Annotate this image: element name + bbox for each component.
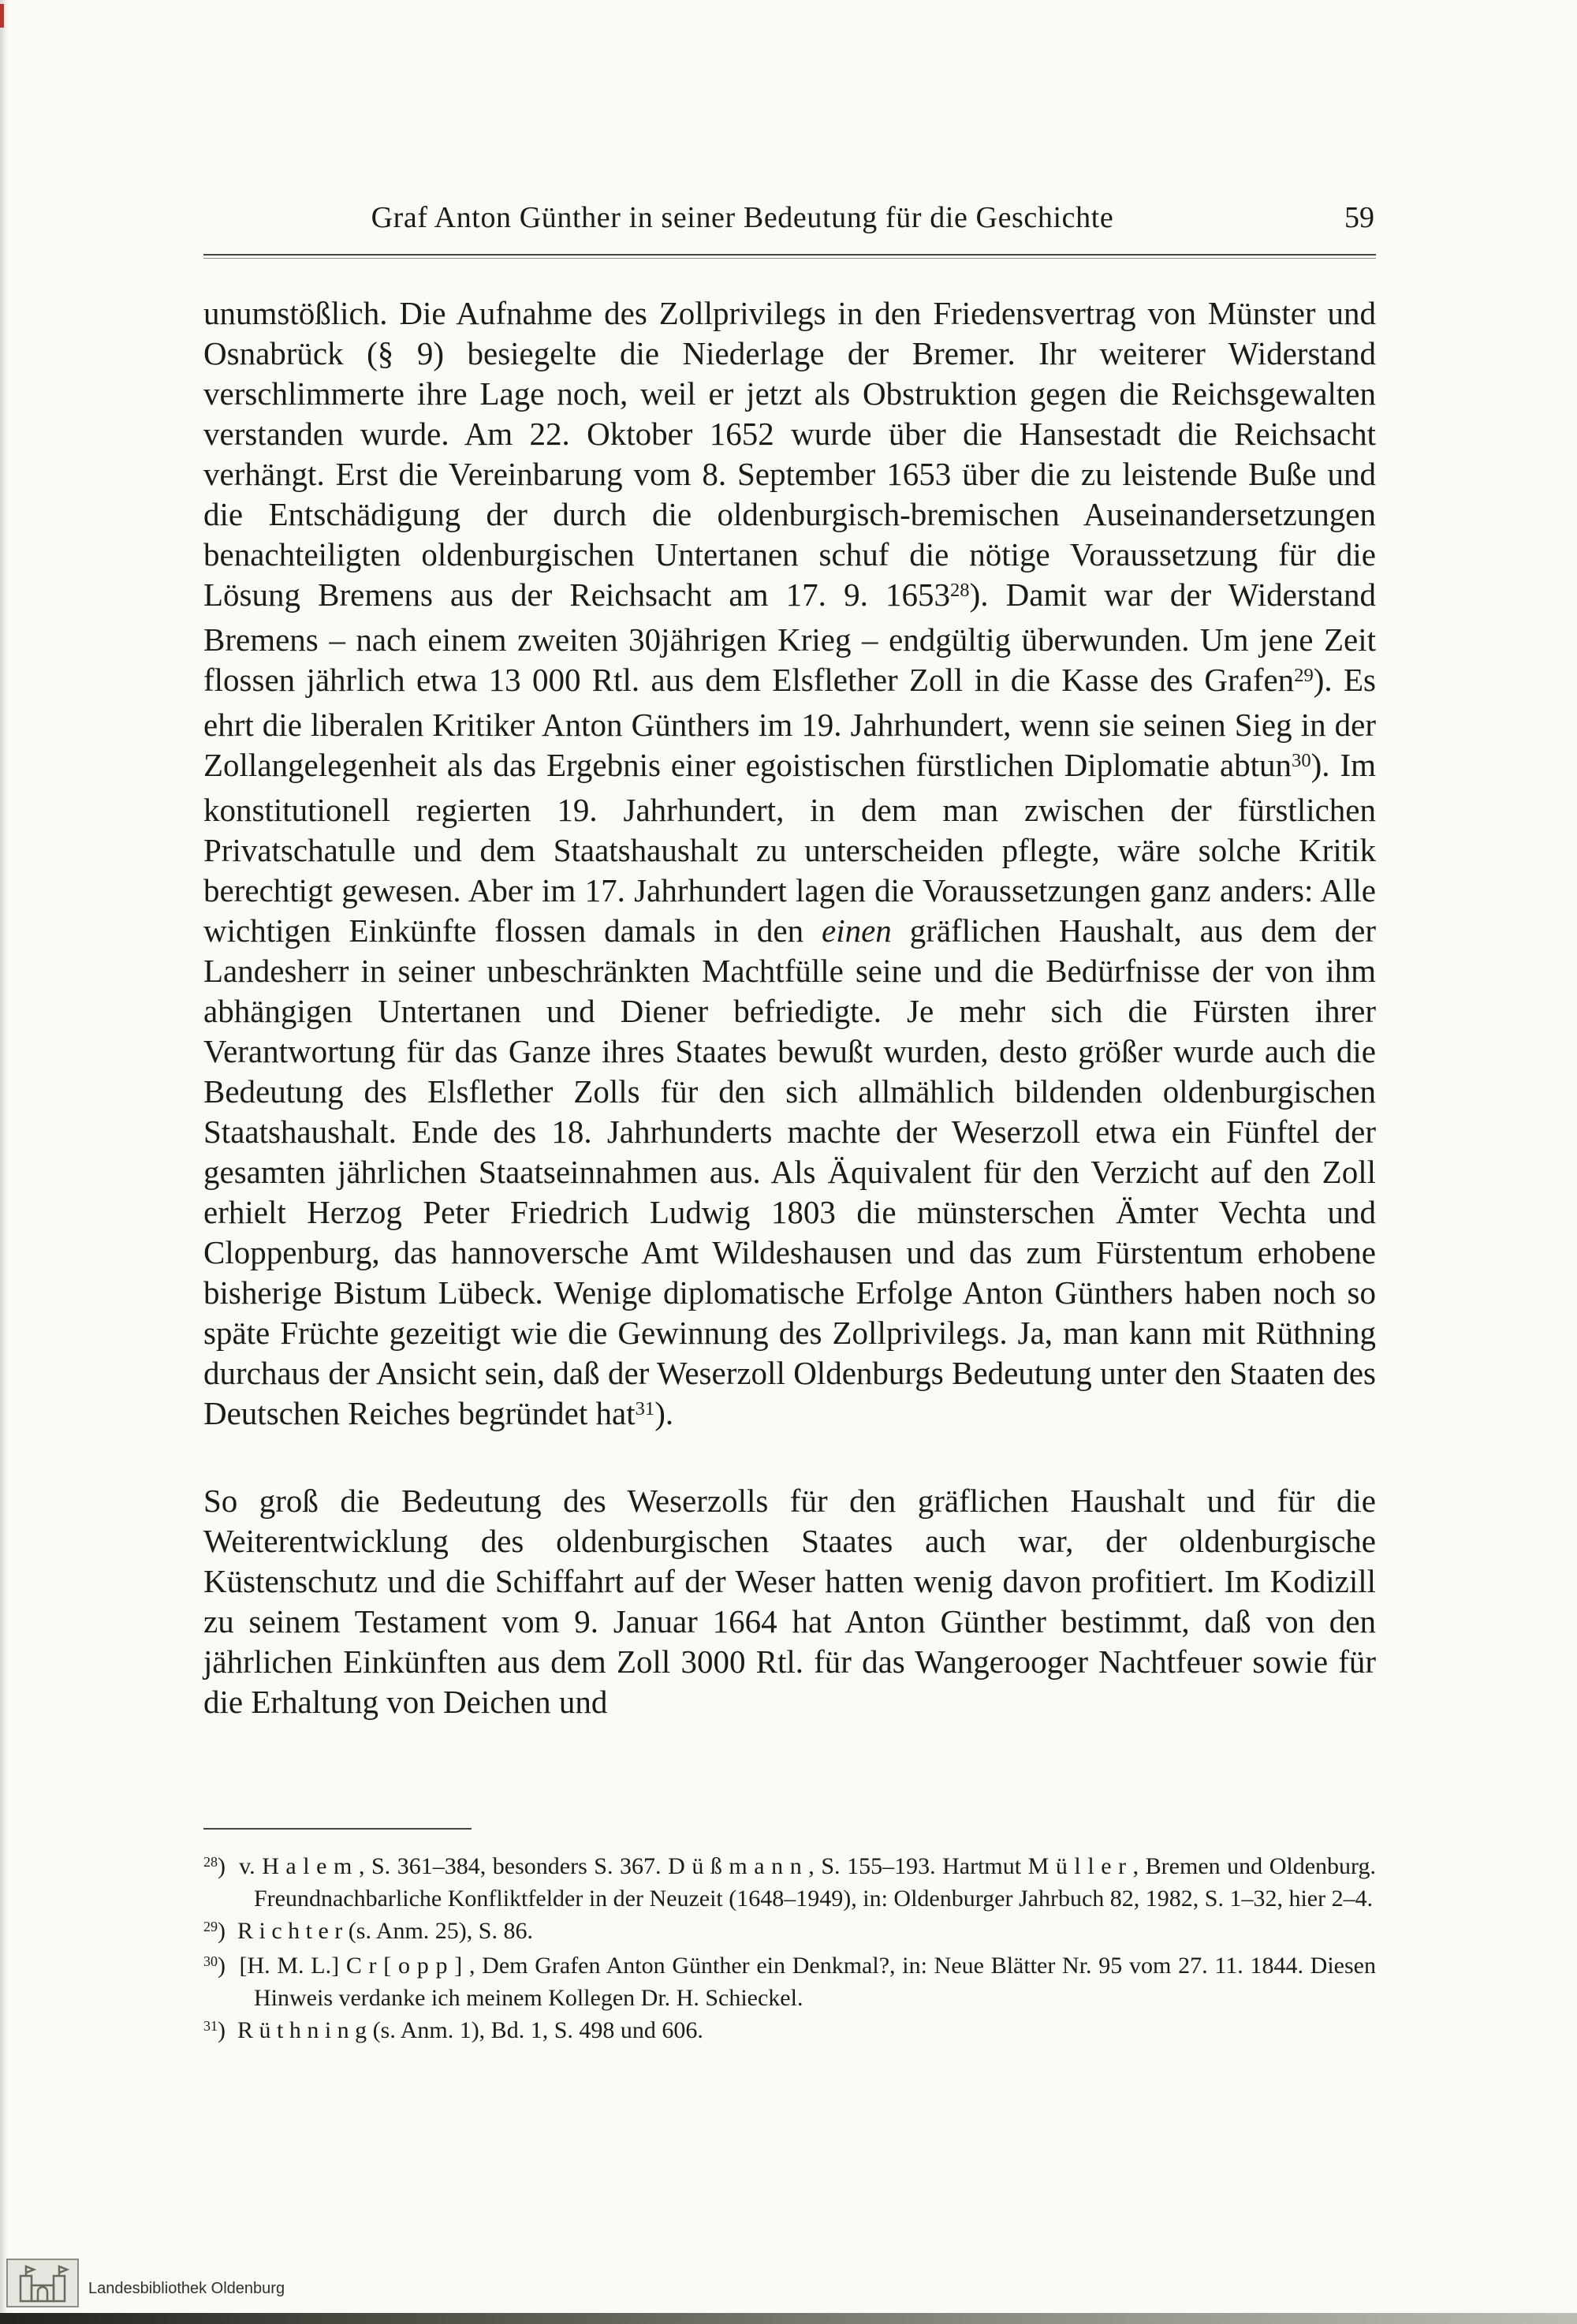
library-stamp-icon xyxy=(6,2259,79,2307)
footnote-marker: 28 xyxy=(203,1854,218,1870)
footnote: $^{29}$) R i c h t e r (s. Anm. 25), S. 86. xyxy=(203,1918,533,1944)
footnote-text: R i c h t e r (s. Anm. 25), S. 86. xyxy=(237,1918,533,1944)
footnote-text: [H. M. L.] C r [ o p p ] , Dem Grafen Anton Günther ein Denkmal?, in: Neue Blätter Nr. 95 vom 27. 11. 1844. Diesen Hinweis verdanke ich meinem Kollegen Dr. H. Schieckel. xyxy=(239,1953,1376,2011)
text-segment: ). Es ehrt die liberalen Kritiker Anton Günthers im 19. Jahrhundert, wenn sie seinen Sieg in der Zollangelegenheit als das Ergebnis einer egoistischen fürstlichen Diplomatie abtun xyxy=(203,662,1376,783)
scan-edge xyxy=(0,2313,1577,2324)
scan-artifact-red-mark xyxy=(0,4,4,28)
footnote-separator-rule xyxy=(203,1828,472,1830)
footnote-reference: 31 xyxy=(635,1397,655,1419)
page-number: 59 xyxy=(1344,201,1374,234)
library-stamp-label: Landesbibliothek Oldenburg xyxy=(88,2280,285,2297)
text-segment: So groß die Bedeutung des Weserzolls für den gräflichen Haushalt und für die Weiterentwicklung des oldenburgischen Staates auch war, der oldenburgische Küstenschutz und die Schiffahrt auf der Weser hatten wenig davon profitiert. Im Kodizill zu seinem Testament vom 9. Januar 1664 hat Anton Günther bestimmt, daß von den jährlichen Einkünften aus dem Zoll 3000 Rtl. für das Wangerooger Nachtfeuer sowie für die Erhaltung von Deichen und xyxy=(203,1483,1376,1720)
footnote: $^{28}$) v. H a l e m , S. 361–384, besonders S. 367. D ü ß m a n n , S. 155–193. Hartmut M ü l l e r , Bremen und Oldenburg. Freundnachbarliche Konfliktfelder in der Neuzeit (1648–1949), in: Oldenburger Jahrbuch 82, 1982, S. 1–32, hier 2–4. xyxy=(203,1853,1376,1912)
page-header xyxy=(203,200,1376,259)
text-segment: ). Damit war der Widerstand Bremens – nach einem zweiten 30jährigen Krieg – endgültig überwunden. Um jene Zeit flossen jährlich etwa 13 000 Rtl. aus dem Elsflether Zoll in die Kasse des Grafen xyxy=(203,576,1377,698)
body-text xyxy=(203,293,1376,1722)
header-title-row xyxy=(203,200,1376,240)
text-segment: ). Im konstitutionell regierten 19. Jahrhundert, in dem man zwischen der fürstlichen Privatschatulle und dem Staatshaushalt zu unterscheiden pflegte, wäre solche Kritik berechtigt gewesen. Aber im 17. Jahrhundert lagen die Voraussetzungen ganz anders: Alle wichtigen Einkünfte flossen damals in den xyxy=(203,747,1377,949)
footnote-text: v. H a l e m , S. 361–384, besonders S. 367. D ü ß m a n n , S. 155–193. Hartmut M ü l l e r , Bremen und Oldenburg. Freundnachbarliche Konfliktfelder in der Neuzeit (1648–1949), in: Oldenburger Jahrbuch 82, 1982, S. 1–32, hier 2–4. xyxy=(239,1853,1376,1912)
body-paragraph xyxy=(203,293,1376,1438)
body-paragraph xyxy=(203,1481,1376,1722)
text-segment: gräflichen Haushalt, aus dem der Landesherr in seiner unbeschränkten Machtfülle seine und die Bedürfnisse der von ihm abhängigen Untertanen und Diener befriedigte. Je mehr sich die Fürsten ihrer Verantwortung für das Ganze ihres Staates bewußt wurden, desto größer wurde auch die Bedeutung des Elsflether Zolls für den sich allmählich bildenden oldenburgischen Staatshaushalt. Ende des 18. Jahrhunderts machte der Weserzoll etwa ein Fünftel der gesamten jährlichen Staatseinnahmen aus. Als Äquivalent für den Verzicht auf den Zoll erhielt Herzog Peter Friedrich Ludwig 1803 die münsterschen Ämter Vechta und Cloppenburg, das hannoversche Amt Wildeshausen und das zum Fürstentum erhobene bisherige Bistum Lübeck. Wenige diplomatische Erfolge Anton Günthers haben noch so späte Früchte gezeitigt wie die Gewinnung des Zollprivilegs. Ja, man kann mit Rüthning durchaus der Ansicht sein, daß der Weserzoll Oldenburgs Bedeutung unter den Staaten des Deutschen Reiches begründet hat xyxy=(203,912,1376,1431)
footnote: $^{31}$) R ü t h n i n g (s. Anm. 1), Bd. 1, S. 498 und 606. xyxy=(203,2017,703,2043)
footnotes-list xyxy=(203,1852,1376,2048)
footnote-reference: 29 xyxy=(1294,664,1314,686)
footnote: $^{30}$) [H. M. L.] C r [ o p p ] , Dem Grafen Anton Günther ein Denkmal?, in: Neue Blätter Nr. 95 vom 27. 11. 1844. Diesen Hinweis verdanke ich meinem Kollegen Dr. H. Schieckel. xyxy=(203,1953,1376,2011)
footnote-text: R ü t h n i n g (s. Anm. 1), Bd. 1, S. 498 und 606. xyxy=(237,2017,703,2043)
footnote-reference: 28 xyxy=(949,579,970,601)
footnote-marker: 29 xyxy=(203,1919,218,1934)
footnotes-section xyxy=(203,1828,1376,2050)
footnote-reference: 30 xyxy=(1292,749,1311,771)
text-segment: ). xyxy=(654,1395,674,1431)
emphasis-text: einen xyxy=(822,912,892,949)
footnote-marker: 31 xyxy=(203,2018,218,2034)
running-head-title: Graf Anton Günther in seiner Bedeutung für die Geschichte xyxy=(371,201,1114,234)
library-stamp xyxy=(6,2259,285,2307)
footnote-marker: 30 xyxy=(203,1953,218,1969)
text-segment: unumstößlich. Die Aufnahme des Zollprivilegs in den Friedensvertrag von Münster und Osnabrück (§ 9) besiegelte die Niederlage der Bremer. Ihr weiterer Widerstand verschlimmerte ihre Lage noch, weil er jetzt als Obstruktion gegen die Reichsgewalten verstanden wurde. Am 22. Oktober 1652 wurde über die Hansestadt die Reichsacht verhängt. Erst die Vereinbarung vom 8. September 1653 über die zu leistende Buße und die Entschädigung der durch die oldenburgisch-bremischen Auseinandersetzungen benachteiligten oldenburgischen Untertanen schuf die nötige Voraussetzung für die Lösung Bremens aus der Reichsacht am 17. 9. 1653 xyxy=(203,295,1376,613)
header-rule xyxy=(203,254,1376,259)
